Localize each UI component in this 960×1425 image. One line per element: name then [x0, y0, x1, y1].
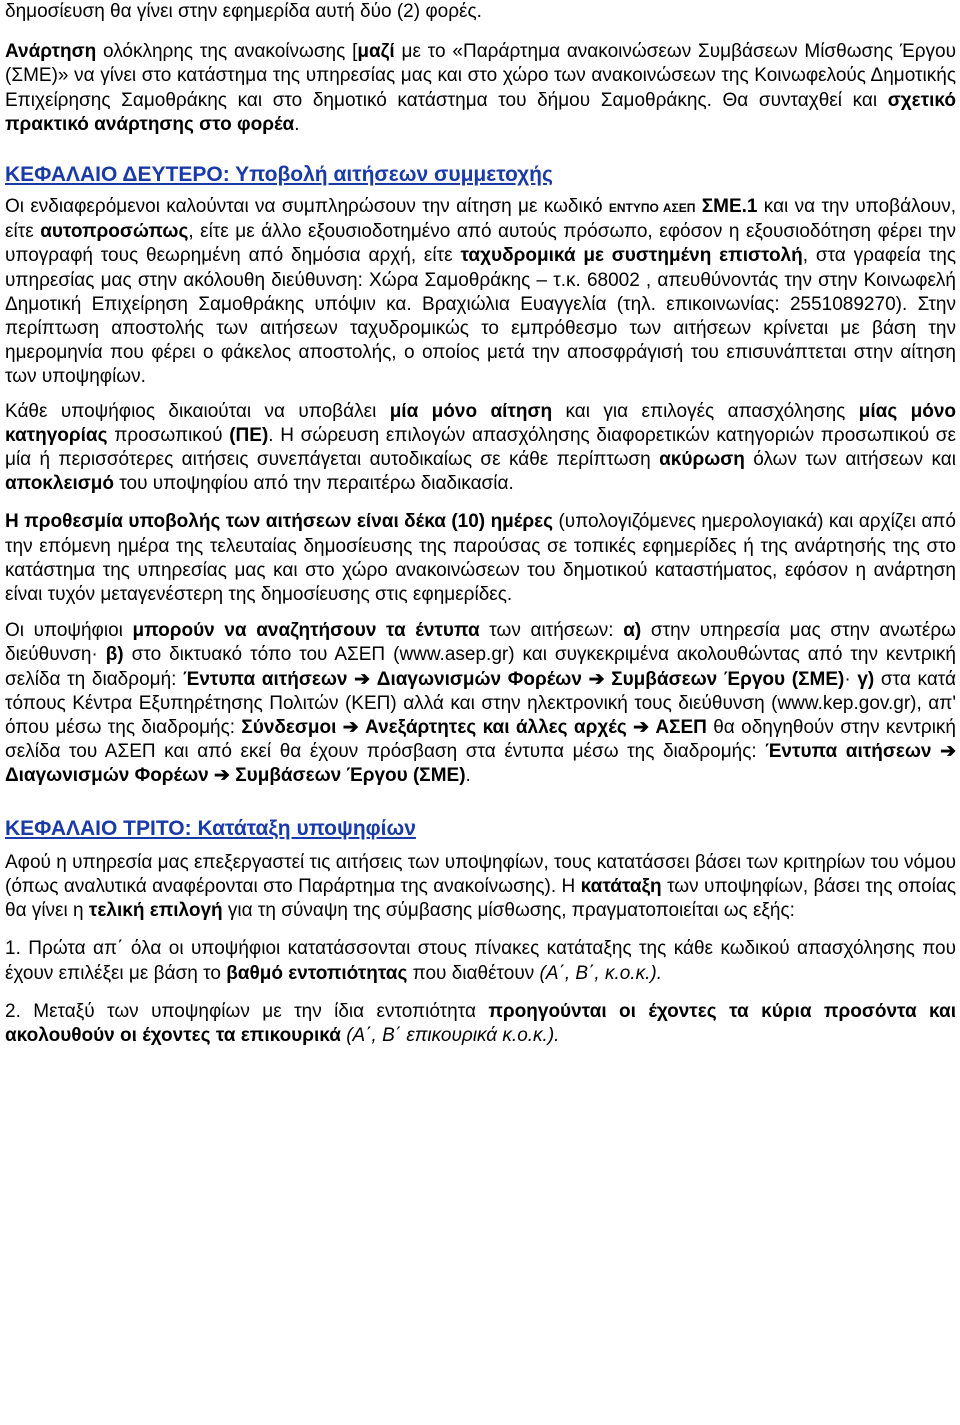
- bold-text: τελική επιλογή: [88, 900, 223, 922]
- right-arrow-icon: ➔: [354, 668, 371, 690]
- bold-text: (ΠΕ): [229, 424, 269, 446]
- text: δημοσίευση θα γίνει στην εφημερίδα αυτή δύο (2) φορές.: [5, 1, 482, 22]
- text: Αφού η υπηρεσία μας επεξεργαστεί τις αιτήσεις των υποψηφίων, τους κατατάσσει βάσει των κριτηρίων του νόμου (όπως αναλυτικά αναφέρονται στο Παράρτημα της ανακοίνωσης). Η: [5, 851, 956, 897]
- text: στην υπηρεσία μας στην ανωτέρω διεύθυνση·: [5, 620, 956, 666]
- text: όλων των αιτήσεων και: [744, 449, 956, 471]
- bold-text: κατάταξη: [580, 875, 662, 897]
- chapter-three-heading: ΚΕΦΑΛΑΙΟ ΤΡΙΤΟ: Κατάταξη υποψηφίων: [5, 816, 416, 840]
- bold-text: β): [105, 644, 124, 666]
- text: στα κατά τόπους Κέντρα Εξυπηρέτησης Πολιτών (ΚΕΠ) αλλά και στην ηλεκτρονική τους διεύθυνση (www.kep.gov.gr), απ' όπου μέσω της διαδρομής:: [5, 668, 957, 739]
- paragraph-ranking: [5, 851, 956, 924]
- bold-text: σχετικό πρακτικό ανάρτησης στο φορέα: [5, 89, 956, 135]
- text: ολόκληρης της ανακοίνωσης [: [96, 41, 358, 63]
- bold-text: Σύνδεσμοι: [241, 717, 337, 739]
- bold-text: γ): [857, 668, 875, 690]
- bold-text: Συμβάσεων Έργου (ΣΜΕ): [235, 765, 466, 787]
- bold-text: αποκλεισμό: [5, 473, 114, 495]
- bold-text: ΑΣΕΠ: [655, 717, 707, 739]
- bold-text: μίας μόνο κατηγορίας: [5, 400, 956, 446]
- bold-text: Έντυπα αιτήσεων: [183, 668, 348, 690]
- text: ·: [844, 668, 858, 690]
- list-item-1: [5, 937, 956, 985]
- bold-text: μαζί: [357, 41, 395, 63]
- text: Οι υποψήφιοι: [5, 620, 133, 642]
- text: 2. Μεταξύ των υποψηφίων με την ίδια εντοπιότητα: [5, 1000, 489, 1022]
- bold-text: μία μόνο αίτηση: [389, 400, 553, 422]
- bold-text: μπορούν να αναζητήσουν τα έντυπα: [132, 620, 480, 642]
- bold-text: ακύρωση: [659, 449, 745, 471]
- text: για τη σύναψη της σύμβασης μίσθωσης, πραγματοποιείται ως εξής:: [222, 900, 795, 922]
- text: . Η σώρευση επιλογών απασχόλησης διαφορετικών κατηγοριών προσωπικού σε μία ή περισσότερες αιτήσεις συνεπάγεται αυτοδικαίως σε κάθε περίπτωση: [5, 424, 957, 471]
- bold-text: προηγούνται οι έχοντες τα κύρια προσόντα και ακολουθούν οι έχοντες τα επικουρικά: [5, 1000, 956, 1046]
- bold-text: Συμβάσεων Έργου (ΣΜΕ): [611, 668, 845, 690]
- form-code: ΕΝΤΥΠΟ ΑΣΕΠ: [608, 201, 696, 216]
- text: θα οδηγηθούν στην κεντρική σελίδα του ΑΣΕΠ και από εκεί θα έχουν πρόσβαση στα έντυπα μέσω της διαδρομής:: [5, 717, 956, 763]
- bold-text: ΣΜΕ.1: [695, 196, 758, 218]
- bold-text: Έντυπα αιτήσεων: [765, 741, 932, 763]
- bold-text: α): [623, 620, 642, 642]
- text: (υπολογιζόμενες ημερολογιακά) και αρχίζει από την επόμενη ημέρα της τελευταίας δημοσίευσης της παρούσας σε τοπικές εφημερίδες ή της ανάρτησής της στο κατάστημα της υπηρεσίας μας και στο χώρο ανακοινώσεων του δημοτικού καταστήματος, εφόσον η ανάρτηση είναι τυχόν μεταγενέστερη της δημοσίευσης στις εφημερίδες.: [5, 511, 956, 606]
- bold-text: Διαγωνισμών Φορέων: [5, 765, 209, 787]
- paragraph-single-application: [5, 400, 956, 497]
- bold-text: Διαγωνισμών Φορέων: [376, 668, 582, 690]
- text: και για επιλογές απασχόλησης: [552, 400, 859, 422]
- text: των αιτήσεων:: [479, 620, 624, 642]
- paragraph-deadline: [5, 510, 956, 607]
- paragraph-forms-availability: [5, 619, 956, 788]
- list-item-2: [5, 1000, 956, 1048]
- text: στο δικτυακό τόπο του ΑΣΕΠ (www.asep.gr) και συγκεκριμένα ακολουθώντας από την κεντρική σελίδα τη διαδρομή:: [5, 644, 956, 690]
- text: , στα γραφεία της υπηρεσίας μας στην ακόλουθη διεύθυνση: Χώρα Σαμοθράκης – τ.κ. 68002 , απευθύνοντάς την στην Κοινωφελή Δημοτική Επιχείρηση Σαμοθράκης υπόψιν κα. Βραχιώλια Ευαγγελία (τηλ. επικοινωνίας: 2551089270). Στην περίπτωση αποστολής των αιτήσεων ταχυδρομικώς το εμπρόθεσμο των αιτήσεων κρίνεται με βάση την ημερομηνία που φέρει ο φάκελος αποστολής, ο οποίος μετά την αποσφράγισή του επισυνάπτεται στην αίτηση των υποψηφίων.: [5, 245, 956, 388]
- bold-text: Ανάρτηση: [5, 41, 97, 63]
- text: 1. Πρώτα απ΄ όλα οι υποψήφιοι κατατάσσονται στους πίνακες κατάταξης της κάθε κωδικού απασχόλησης που έχουν επιλέξει με βάση το: [5, 938, 956, 984]
- chapter-two-heading: ΚΕΦΑΛΑΙΟ ΔΕΥΤΕΡΟ: Υποβολή αιτήσεων συμμετοχής: [5, 163, 553, 187]
- text: Οι ενδιαφερόμενοι καλούνται να συμπληρώσουν την αίτηση με κωδικό: [5, 196, 609, 218]
- text: που διαθέτουν: [407, 962, 540, 984]
- italic-text: (Α΄, Β΄ επικουρικά κ.ο.κ.).: [346, 1024, 560, 1046]
- right-arrow-icon: ➔: [633, 717, 650, 739]
- text: των υποψηφίων, βάσει της οποίας θα γίνει η: [5, 875, 956, 922]
- right-arrow-icon: ➔: [588, 668, 605, 690]
- text: , είτε με άλλο εξουσιοδοτημένο από αυτούς πρόσωπο, εφόσον η εξουσιοδότηση φέρει την υπογραφή τους θεωρημένη από δημόσια αρχή, είτε: [5, 221, 957, 267]
- text: του υποψηφίου από την περαιτέρω διαδικασία.: [114, 473, 514, 495]
- paragraph-application-submission: [5, 195, 956, 390]
- paragraph-posting: [5, 40, 956, 137]
- text: προσωπικού: [107, 424, 230, 446]
- text: Κάθε υποψήφιος δικαιούται να υποβάλει: [5, 400, 390, 422]
- bold-text: ταχυδρομικά με συστημένη επιστολή: [460, 245, 803, 267]
- text: με το «Παράρτημα ανακοινώσεων Συμβάσεων Μίσθωσης Έργου (ΣΜΕ)» να γίνει στο κατάστημα της υπηρεσίας μας και στο χώρο των ανακοινώσεων της Κοινωφελούς Δημοτικής Επιχείρησης Σαμοθράκης και στο δημοτικό κατάστημα του δήμου Σαμοθράκης. Θα συνταχθεί και: [5, 41, 956, 111]
- bold-text: αυτοπροσώπως: [40, 221, 189, 243]
- right-arrow-icon: ➔: [342, 717, 359, 739]
- right-arrow-icon: ➔: [214, 765, 230, 787]
- right-arrow-icon: ➔: [940, 741, 956, 763]
- bold-text: βαθμό εντοπιότητας: [226, 962, 408, 984]
- text: .: [465, 765, 471, 787]
- text: και να την υποβάλουν, είτε: [5, 196, 957, 243]
- italic-text: (Α΄, Β΄, κ.ο.κ.).: [539, 962, 662, 984]
- bold-text: Η προθεσμία υποβολής των αιτήσεων είναι δέκα (10) ημέρες: [5, 511, 554, 533]
- paragraph-publication: [5, 0, 956, 24]
- bold-text: Ανεξάρτητες και άλλες αρχές: [365, 717, 627, 739]
- text: .: [294, 113, 300, 135]
